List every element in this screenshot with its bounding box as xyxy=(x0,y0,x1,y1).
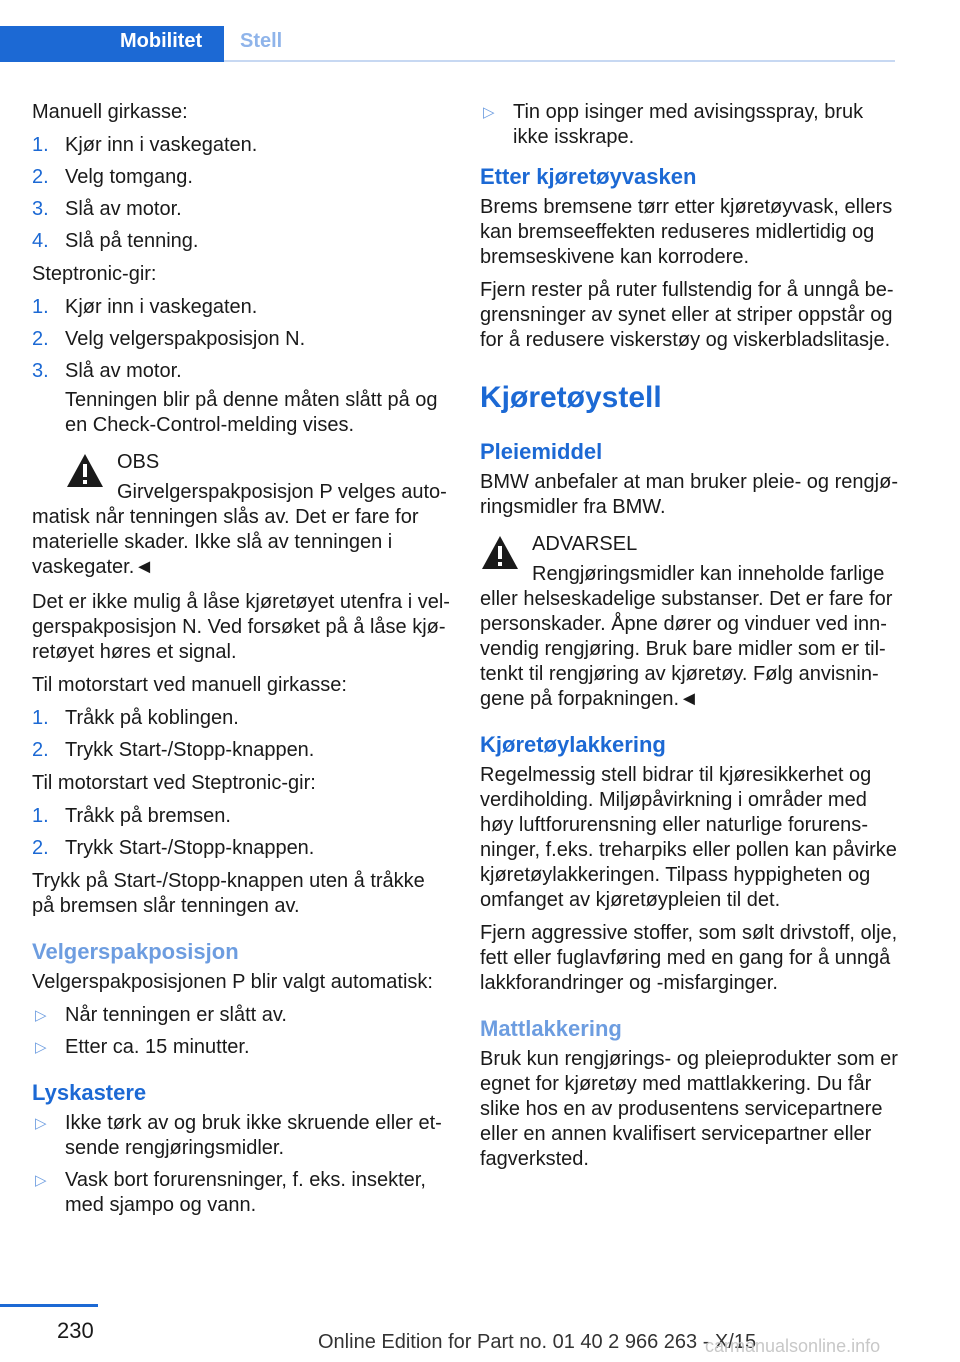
page-number-rule xyxy=(0,1304,98,1307)
warning-title: OBS xyxy=(117,451,160,473)
list-item: 2. Trykk Start-/Stopp-knappen. xyxy=(32,837,315,859)
triangle-bullet-icon: ▷ xyxy=(483,104,495,121)
list-item: 3. Slå av motor. xyxy=(32,198,182,220)
list-item: 1. Kjør inn i vaskegaten. xyxy=(32,296,258,318)
warning-box-obs xyxy=(32,450,450,580)
matte-text: Bruk kun rengjørings- og pleieprodukter som er egnet for kjøretøy med mattlakkering. Du får slike hos en av produsentens servicepartnere eller en annen kvalifisert servicepartner eller fagverksted. xyxy=(480,1048,898,1170)
after-wash-text-2: Fjern rester på ruter fullstendig for å unngå begrensninger av synet eller at striper oppstår og for å redusere viskerstøy og viskerbladslitasje. xyxy=(480,279,894,351)
tab-mobilitet[interactable]: Mobilitet xyxy=(0,26,224,62)
list-item: 1. Tråkk på bremsen. xyxy=(32,805,231,827)
warning-text: Girvelgerspakposisjon P velges automatisk når tenningen slås av. Det er fare for materielle skader. Ikke slå av tenningen i vaskegater.◄ xyxy=(32,481,447,578)
start-steptronic-list xyxy=(32,804,450,861)
list-item: ▷ Ikke tørk av og bruk ikke skruende eller etsende rengjøringsmidler. xyxy=(35,1112,442,1159)
deicing-list xyxy=(480,100,898,150)
list-item: 1. Kjør inn i vaskegaten. xyxy=(32,134,258,156)
start-steptronic-intro: Til motorstart ved Steptronic-gir: xyxy=(32,772,316,794)
care-products-text: BMW anbefaler at man bruker pleie- og rengjøringsmidler fra BMW. xyxy=(480,471,898,518)
after-wash-heading: Etter kjøretøyvasken xyxy=(480,164,697,189)
list-item: 4. Slå på tenning. xyxy=(32,230,199,252)
warning-triangle-icon xyxy=(480,534,520,572)
steptronic-note: Tenningen blir på denne måten slått på og en Check-Control-melding vises. xyxy=(65,389,438,436)
list-item: 2. Trykk Start-/Stopp-knappen. xyxy=(32,739,315,761)
ignition-off-text: Trykk på Start-/Stopp-knappen uten å tråkke på bremsen slår tenningen av. xyxy=(32,870,425,917)
steptronic-intro: Steptronic-gir: xyxy=(32,263,157,285)
list-item: 2. Velg velgerspakposisjon N. xyxy=(32,328,306,350)
tab-stell[interactable]: Stell xyxy=(240,30,283,52)
start-manual-intro: Til motorstart ved manuell girkasse: xyxy=(32,674,347,696)
triangle-bullet-icon: ▷ xyxy=(35,1007,47,1024)
warning-title: ADVARSEL xyxy=(532,533,638,555)
list-item: ▷ Vask bort forurensninger, f. eks. insekter, med sjampo og vann. xyxy=(35,1169,426,1216)
list-item: ▷ Når tenningen er slått av. xyxy=(35,1004,287,1026)
care-products-heading: Pleiemiddel xyxy=(480,439,603,464)
paint-text-1: Regelmessig stell bidrar til kjøresikkerhet og verdiholding. Miljøpåvirkning i områder med høy luftforurensning eller naturlige forurensninger, f.eks. treharpiks eller pollen kan påvirke kjøretøylakkeringen. Tilpass hyppigheten og omfanget av kjøretøypleien til det. xyxy=(480,764,897,911)
list-item: ▷ Tin opp isinger med avisingsspray, bruk ikke isskrape. xyxy=(483,101,864,148)
watermark: carmanualsonline.info xyxy=(705,1336,881,1356)
list-item: ▷ Etter ca. 15 minutter. xyxy=(35,1036,250,1058)
lock-info-text: Det er ikke mulig å låse kjøretøyet utenfra i velgerspakposisjon N. Ved forsøket på å låse kjøretøyet høres et signal. xyxy=(32,591,450,663)
left-column xyxy=(32,100,450,1226)
paint-heading: Kjøretøylakkering xyxy=(480,732,666,757)
manual-steps-list xyxy=(32,133,450,254)
selector-heading: Velgerspakposisjon xyxy=(32,939,239,964)
triangle-bullet-icon: ▷ xyxy=(35,1172,47,1189)
after-wash-text-1: Brems bremsene tørr etter kjøretøyvask, ellers kan bremseeffekten reduseres midlertidig og bremseskivene kan korrodere. xyxy=(480,196,893,268)
page-number: 230 xyxy=(57,1318,94,1343)
list-item: 1. Tråkk på koblingen. xyxy=(32,707,239,729)
edition-text: Online Edition for Part no. 01 40 2 966 263 - X/15 xyxy=(318,1331,757,1353)
right-column xyxy=(480,100,898,1180)
triangle-bullet-icon: ▷ xyxy=(35,1115,47,1132)
start-manual-list xyxy=(32,706,450,763)
selector-intro: Velgerspakposisjonen P blir valgt automatisk: xyxy=(32,971,433,993)
headlights-list xyxy=(32,1111,450,1218)
chapter-tabs xyxy=(0,26,895,62)
warning-box-advarsel xyxy=(480,532,898,712)
triangle-bullet-icon: ▷ xyxy=(35,1039,47,1056)
list-item: 2. Velg tomgang. xyxy=(32,166,193,188)
list-item: 3. Slå av motor. Tenningen blir på denne måten slått på og en Check-Control-melding vises. xyxy=(32,359,450,438)
warning-triangle-icon xyxy=(65,452,105,490)
tab-divider xyxy=(224,60,895,62)
steptronic-steps-list xyxy=(32,295,450,438)
paint-text-2: Fjern aggressive stoffer, som sølt drivstoff, olje, fett eller fuglavføring med en gang for å unngå lakkforandringer og -misfarginger. xyxy=(480,922,898,994)
headlights-heading: Lyskastere xyxy=(32,1080,147,1105)
manual-gearbox-intro: Manuell girkasse: xyxy=(32,101,188,123)
vehicle-care-heading: Kjøretøystell xyxy=(480,381,662,414)
selector-list xyxy=(32,1003,450,1060)
warning-text: Rengjøringsmidler kan inneholde farlige eller helseskadelige substanser. Det er fare for personskader. Åpne dører og vinduer ved innvendig rengjøring. Bruk bare midler som er tiltenkt til rengjøring av kjøretøy. Følg anvisningene på forpakningen.◄ xyxy=(480,563,893,710)
matte-heading: Mattlakkering xyxy=(480,1016,622,1041)
